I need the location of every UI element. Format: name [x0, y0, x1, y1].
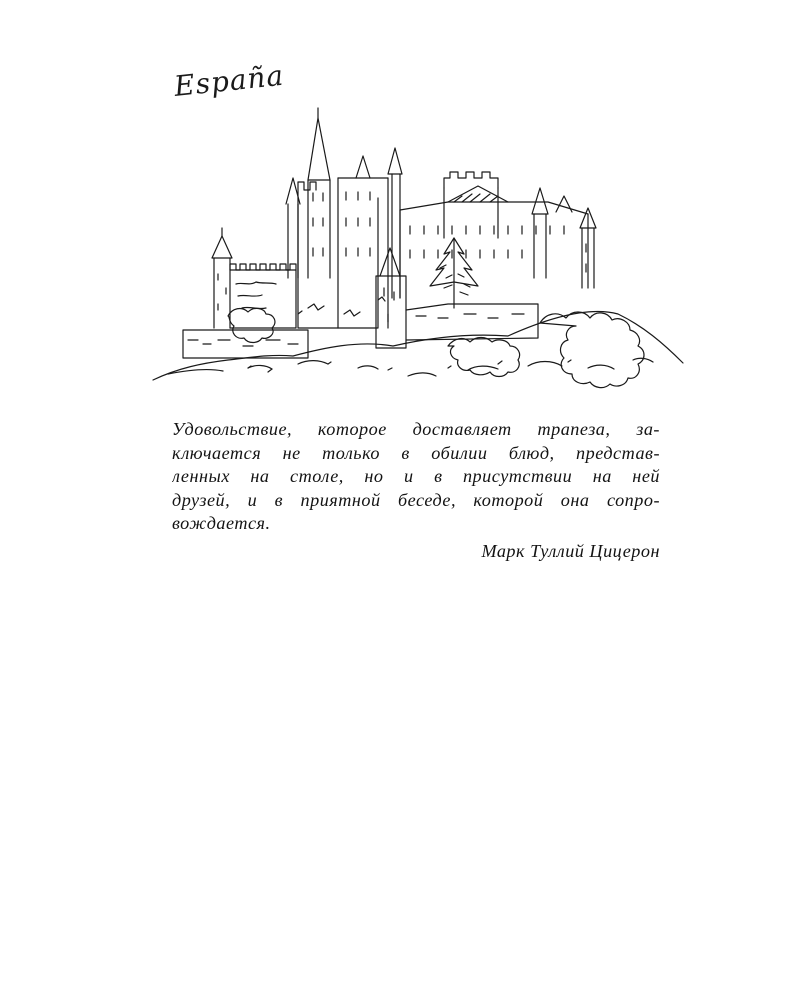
castle-sketch-icon: [148, 78, 688, 398]
script-title: España: [172, 58, 286, 103]
castle-illustration: [148, 78, 688, 398]
quote-line: ключается не только в обилии блюд, представ-: [172, 442, 660, 463]
quote-author: Марк Туллий Цицерон: [481, 540, 660, 561]
quote-line: вождается.: [172, 513, 271, 533]
epigraph: [172, 418, 660, 562]
quote-line: ленных на столе, но и в присутствии на ней: [172, 466, 660, 486]
quote-text: [172, 418, 660, 536]
quote-line: друзей, и в приятной беседе, которой она сопро-: [172, 489, 660, 510]
quote-line: Удовольствие, которое доставляет трапеза, за-: [172, 419, 660, 439]
